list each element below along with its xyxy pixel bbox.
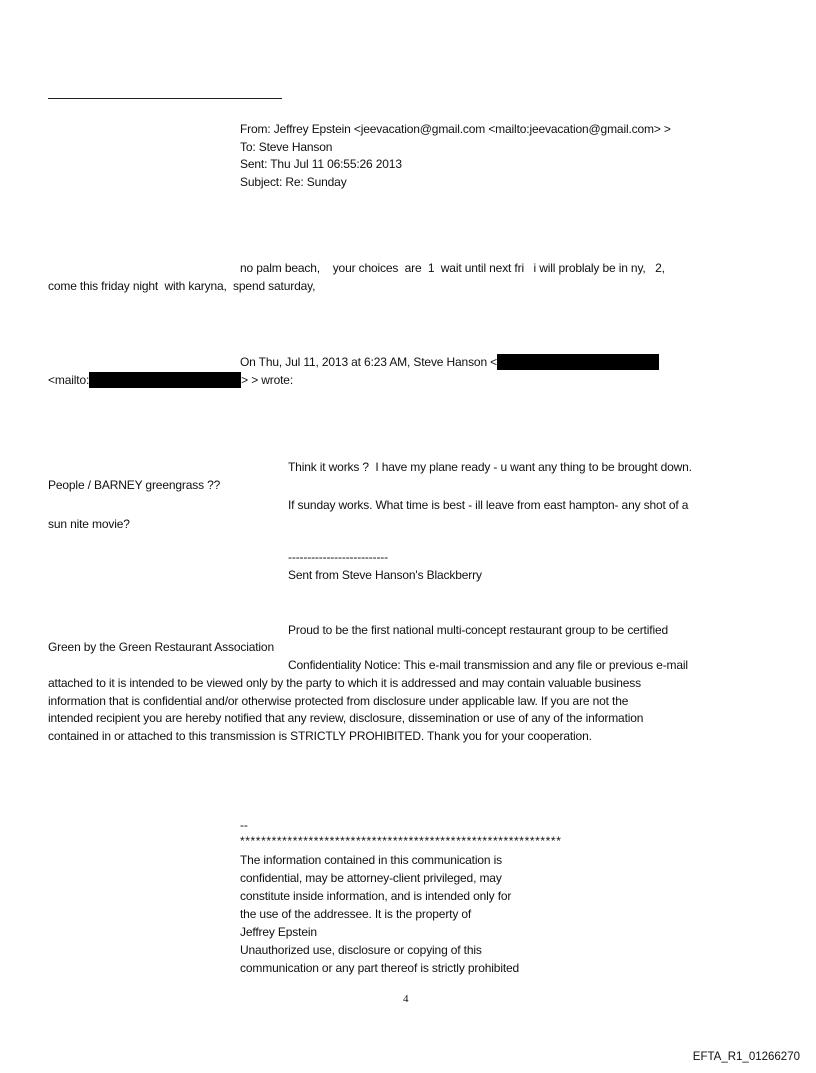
proud-line-2: Green by the Green Restaurant Association <box>48 640 274 654</box>
header-from: From: Jeffrey Epstein <jeevacation@gmail.com <mailto:jeevacation@gmail.com> > <box>240 122 671 136</box>
confidentiality-line: intended recipient you are hereby notified that any review, disclosure, dissemination or use of any of the information <box>48 711 644 725</box>
footer-line: the use of the addressee. It is the property of <box>240 907 472 921</box>
bates-number: EFTA_R1_01266270 <box>692 1051 800 1063</box>
footer-line: Unauthorized use, disclosure or copying of this <box>240 943 482 957</box>
footer-line: The information contained in this communication is <box>240 853 502 867</box>
header-sent: Sent: Thu Jul 11 06:55:26 2013 <box>240 157 402 171</box>
redaction-box <box>497 354 659 370</box>
footer-stars: ************************************************************* <box>240 834 562 848</box>
header-to: To: Steve Hanson <box>240 140 333 154</box>
quoted-intro-text: On Thu, Jul 11, 2013 at 6:23 AM, Steve Hanson < <box>240 355 498 369</box>
footer-line: communication or any part thereof is strictly prohibited <box>240 961 520 975</box>
sig-dashes: -------------------------- <box>288 550 388 564</box>
quoted-intro-mailto <box>48 372 293 388</box>
header-subject: Subject: Re: Sunday <box>240 175 347 189</box>
footer-line: confidential, may be attorney-client privileged, may <box>240 871 502 885</box>
footer-line: constitute inside information, and is intended only for <box>240 889 512 903</box>
quoted-p2: If sunday works. What time is best - ill leave from east hampton- any shot of a <box>288 498 689 512</box>
footer-line: Jeffrey Epstein <box>240 925 317 939</box>
sig-blackberry: Sent from Steve Hanson's Blackberry <box>288 568 482 582</box>
reply-line-2: come this friday night with karyna, spend saturday, <box>48 279 316 293</box>
page-number: 4 <box>403 993 409 1005</box>
redaction-box <box>89 372 241 388</box>
separator-line <box>48 98 282 99</box>
quoted-p2b: sun nite movie? <box>48 517 130 531</box>
quoted-p1b: People / BARNEY greengrass ?? <box>48 478 221 492</box>
quoted-p1: Think it works ? I have my plane ready - u want any thing to be brought down. <box>288 460 692 474</box>
footer-dash: -- <box>240 818 248 832</box>
confidentiality-line: contained in or attached to this transmission is STRICTLY PROHIBITED. Thank you for your cooperation. <box>48 729 592 743</box>
confidentiality-line: Confidentiality Notice: This e-mail transmission and any file or previous e-mail <box>288 658 688 672</box>
confidentiality-line: attached to it is intended to be viewed only by the party to which it is addressed and may contain valuable business <box>48 676 641 690</box>
reply-line-1: no palm beach, your choices are 1 wait until next fri i will problaly be in ny, 2, <box>240 261 665 275</box>
wrote-text: > > wrote: <box>241 373 294 387</box>
confidentiality-line: information that is confidential and/or otherwise protected from disclosure under applicable law. If you are not the <box>48 694 629 708</box>
proud-line-1: Proud to be the first national multi-concept restaurant group to be certified <box>288 623 669 637</box>
mailto-text: <mailto: <box>48 373 90 387</box>
quoted-intro <box>240 354 659 370</box>
